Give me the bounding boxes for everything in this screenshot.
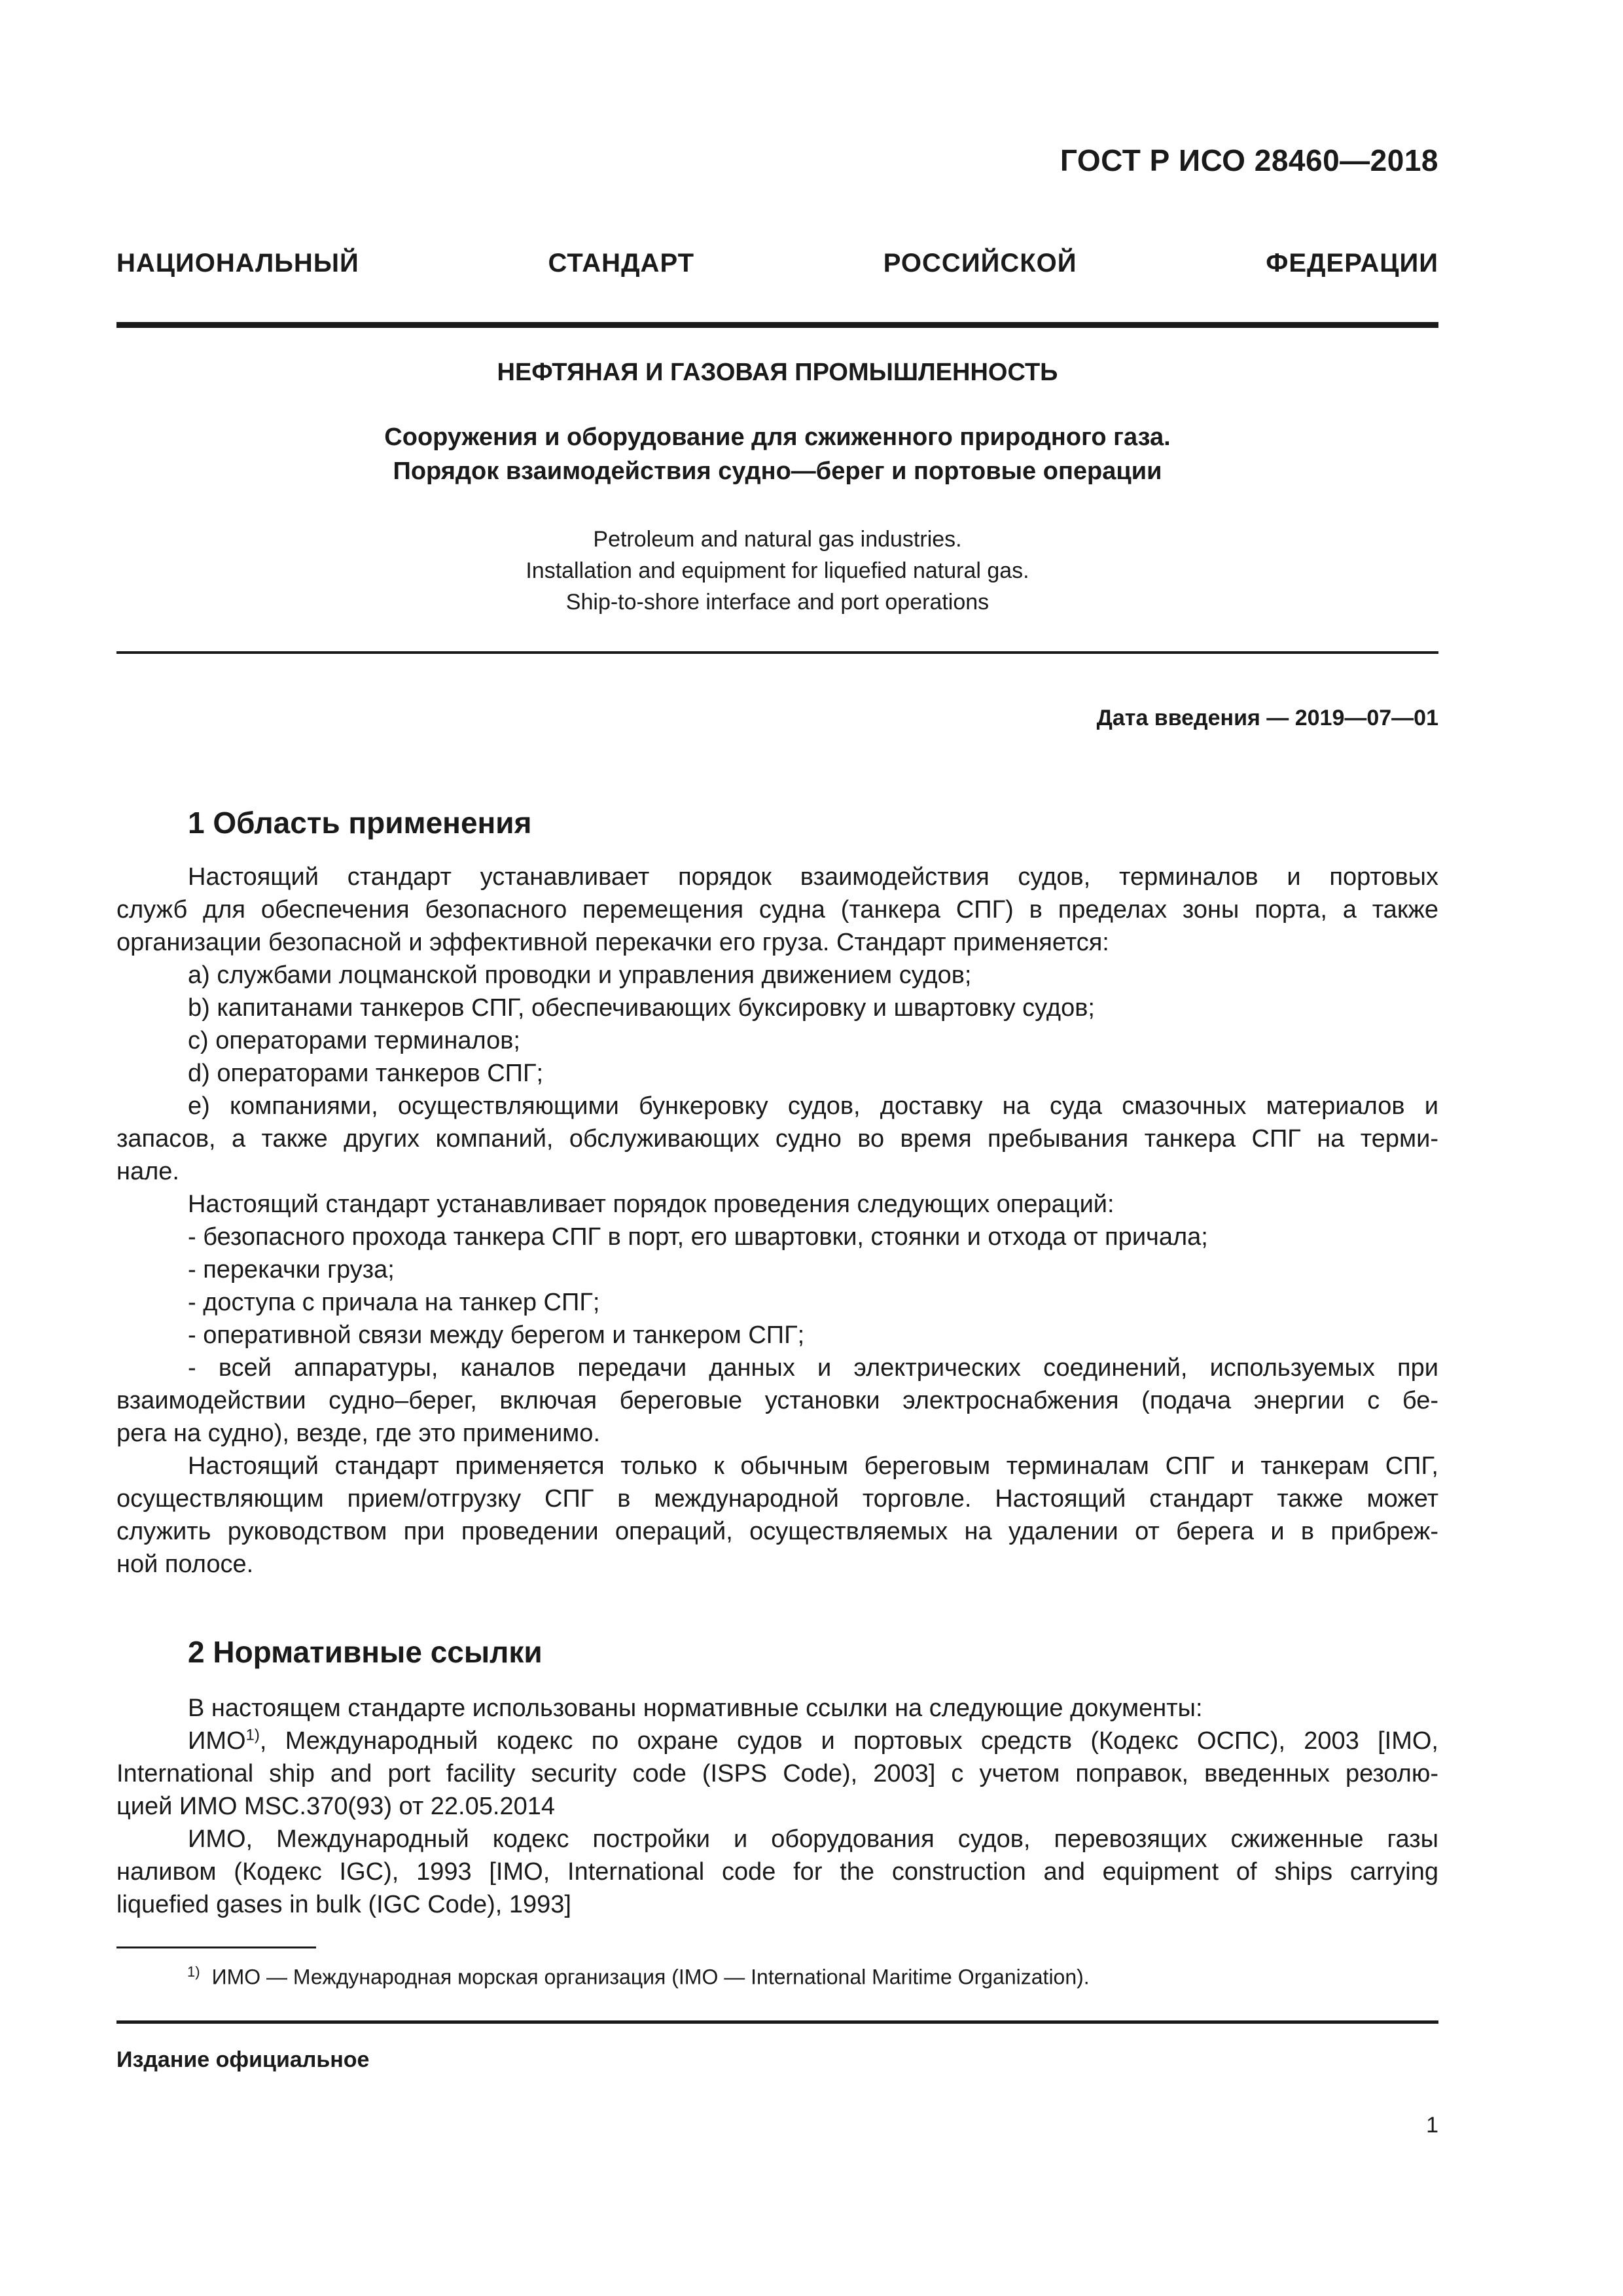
header-divider — [116, 322, 1438, 328]
english-title-line: Installation and equipment for liquefied natural gas. — [526, 558, 1029, 583]
reference-line: цией ИМО MSC.370(93) от 22.05.2014 — [116, 1793, 555, 1820]
paragraph-line: Настоящий стандарт устанавливает порядок взаимодействия судов, терминалов и портовых — [188, 863, 1438, 891]
paragraph-line: взаимодействии судно–берег, включая береговые установки электроснабжения (подача энергии с бе- — [116, 1387, 1438, 1414]
subtitle-line: Сооружения и оборудование для сжиженного природного газа. — [384, 423, 1171, 451]
paragraph-line: нале. — [116, 1158, 179, 1185]
footnote-marker: 1) — [187, 1964, 200, 1980]
banner-word: РОССИЙСКОЙ — [883, 249, 1077, 278]
paragraph-line: рега на судно), везде, где это применимо. — [116, 1420, 600, 1447]
list-item: - перекачки груза; — [188, 1256, 395, 1283]
english-title-line: Petroleum and natural gas industries. — [593, 527, 962, 552]
banner-word: НАЦИОНАЛЬНЫЙ — [116, 249, 359, 278]
paragraph-line: запасов, а также других компаний, обслуживающих судно во время пребывания танкера СПГ на терми- — [116, 1125, 1438, 1153]
footer-divider — [116, 2020, 1438, 2024]
banner-word: СТАНДАРТ — [548, 249, 695, 278]
effective-date: Дата введения — 2019—07—01 — [1096, 706, 1438, 730]
paragraph-line: осуществляющим прием/отгрузку СПГ в международной торговле. Настоящий стандарт также может — [116, 1485, 1438, 1513]
paragraph-line: служить руководством при проведении операций, осуществляемых на удалении от берега и в прибреж- — [116, 1518, 1438, 1545]
reference-line — [188, 1725, 1438, 1757]
paragraph-line: ной полосе. — [116, 1551, 254, 1578]
list-item: a) службами лоцманской проводки и управления движением судов; — [188, 961, 972, 989]
banner-word: ФЕДЕРАЦИИ — [1266, 249, 1438, 278]
paragraph-line: служб для обеспечения безопасного перемещения судна (танкера СПГ) в пределах зоны порта, а также — [116, 896, 1438, 924]
list-item: b) капитанами танкеров СПГ, обеспечивающих буксировку и швартовку судов; — [188, 994, 1095, 1022]
section-heading: 1 Область применения — [188, 806, 532, 840]
paragraph-line: В настоящем стандарте использованы нормативные ссылки на следующие документы: — [188, 1695, 1203, 1722]
list-item: - безопасного прохода танкера СПГ в порт, его швартовки, стоянки и отхода от причала; — [188, 1223, 1208, 1251]
list-item: d) операторами танкеров СПГ; — [188, 1060, 544, 1087]
list-item: - оперативной связи между берегом и танкером СПГ; — [188, 1321, 805, 1349]
page-number: 1 — [1426, 2113, 1438, 2138]
list-item: c) операторами терминалов; — [188, 1027, 520, 1054]
national-standard-banner — [116, 249, 1438, 278]
footnote-text: ИМО — Международная морская организация (IMO — International Maritime Organization). — [211, 1965, 1090, 1989]
list-item: e) компаниями, осуществляющими бункеровку судов, доставку на суда смазочных материалов и — [188, 1092, 1438, 1120]
footnote-reference[interactable]: 1) — [245, 1726, 260, 1744]
section-heading: 2 Нормативные ссылки — [188, 1635, 543, 1669]
industry-title: НЕФТЯНАЯ И ГАЗОВАЯ ПРОМЫШЛЕННОСТЬ — [497, 359, 1058, 386]
paragraph-line: организации безопасной и эффективной перекачки его груза. Стандарт применяется: — [116, 929, 1109, 956]
reference-line: ИМО, Международный кодекс постройки и оборудования судов, перевозящих сжиженные газы — [188, 1825, 1438, 1853]
standard-designation: ГОСТ Р ИСО 28460—2018 — [1060, 143, 1438, 177]
subtitle-line: Порядок взаимодействия судно—берег и портовые операции — [393, 457, 1162, 485]
reference-line: наливом (Кодекс IGC), 1993 [IMO, International code for the construction and equipment of ships carrying — [116, 1858, 1438, 1886]
imo-abbreviation: ИМО — [188, 1727, 246, 1755]
list-item: - доступа с причала на танкер СПГ; — [188, 1289, 600, 1316]
footnote — [187, 1964, 1090, 1990]
reference-line: liquefied gases in bulk (IGC Code), 1993] — [116, 1891, 571, 1918]
reference-text: , Международный кодекс по охране судов и портовых средств (Кодекс ОСПС), 2003 [IMO, — [259, 1727, 1438, 1755]
paragraph-line: Настоящий стандарт применяется только к обычным береговым терминалам СПГ и танкерам СПГ, — [188, 1452, 1438, 1480]
title-divider — [116, 651, 1438, 654]
reference-line: International ship and port facility security code (ISPS Code), 2003] с учетом поправок, введенных резолю- — [116, 1760, 1438, 1787]
edition-label: Издание официальное — [116, 2047, 370, 2072]
paragraph-line: Настоящий стандарт устанавливает порядок проведения следующих операций: — [188, 1191, 1115, 1218]
english-title-line: Ship-to-shore interface and port operations — [565, 590, 990, 615]
list-item: - всей аппаратуры, каналов передачи данных и электрических соединений, используемых при — [188, 1354, 1438, 1382]
footnote-divider — [116, 1946, 316, 1948]
